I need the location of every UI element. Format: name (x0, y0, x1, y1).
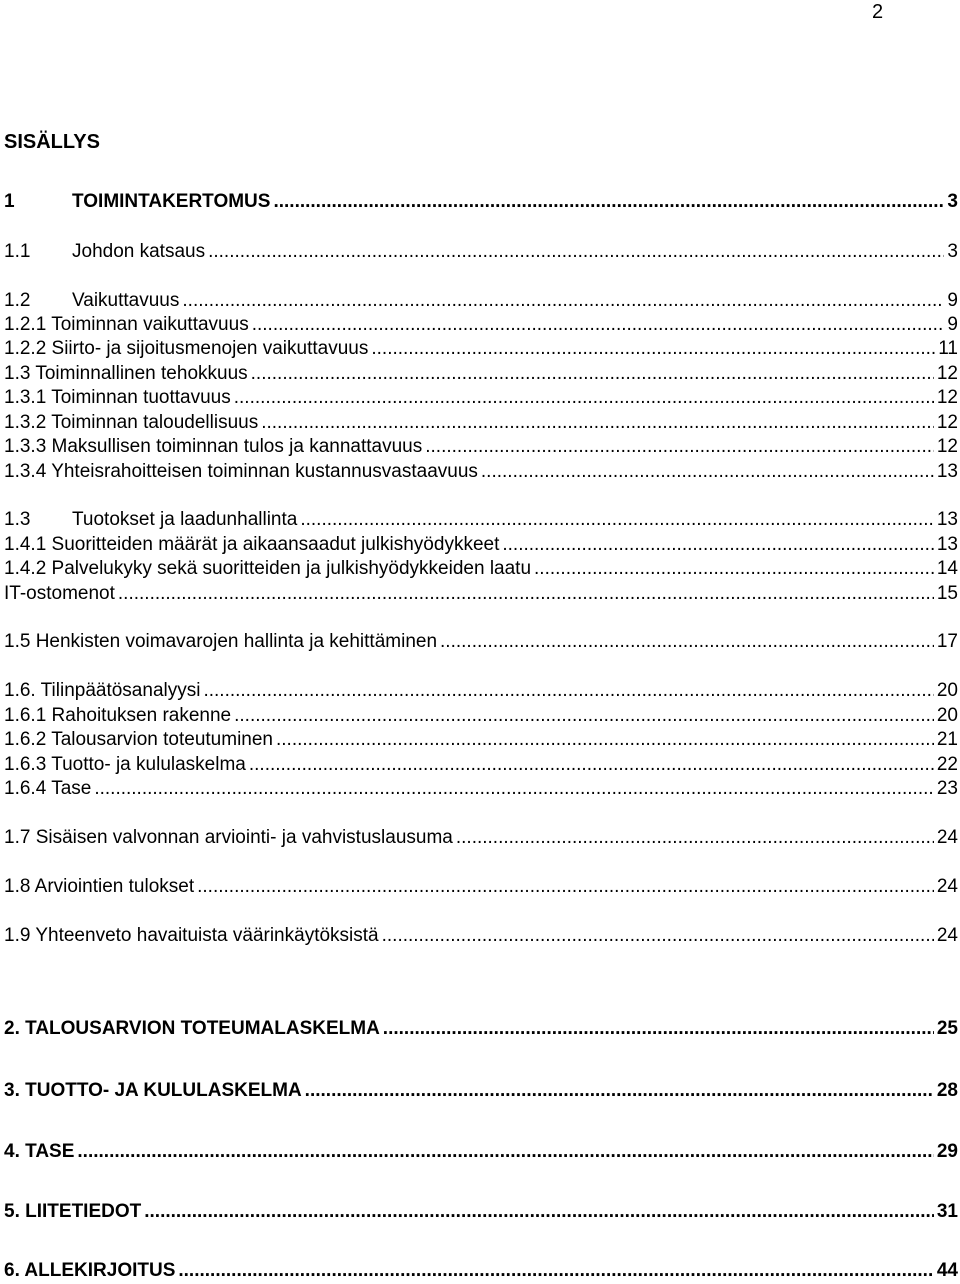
toc-entry[interactable] (4, 1200, 958, 1224)
toc-entry-page: 25 (936, 1018, 958, 1039)
toc-entry[interactable] (4, 1259, 958, 1283)
toc-dot-leader (276, 728, 934, 752)
toc-entry-page: 13 (936, 461, 958, 482)
toc-entry[interactable] (4, 679, 958, 703)
toc-dot-leader (456, 826, 934, 850)
toc-entry-label: 1.2.1 Toiminnan vaikuttavuus (4, 314, 249, 335)
toc-entry-page: 31 (936, 1201, 958, 1222)
toc-dot-leader (425, 435, 934, 459)
toc-entry-label: 1.4.1 Suoritteiden määrät ja aikaansaadut julkishyödykkeet (4, 534, 500, 555)
toc-entry-label: 6. ALLEKIRJOITUS (4, 1260, 176, 1281)
toc-entry[interactable] (4, 826, 958, 850)
toc-dot-leader (440, 630, 934, 654)
toc-entry[interactable] (4, 753, 958, 777)
toc-entry-page: 12 (936, 412, 958, 433)
toc-entry[interactable] (4, 1017, 958, 1041)
toc-entry-label: 1.3.1 Toiminnan tuottavuus (4, 387, 231, 408)
toc-entry-page: 15 (936, 583, 958, 604)
toc-entry[interactable] (4, 435, 958, 459)
toc-entry[interactable] (4, 337, 958, 361)
toc-entry-label: 1.3.3 Maksullisen toiminnan tulos ja kannattavuus (4, 436, 423, 457)
toc-entry-page: 13 (936, 534, 958, 555)
toc-entry-label: TOIMINTAKERTOMUS (72, 191, 271, 212)
toc-entry-page: 28 (936, 1080, 958, 1101)
toc-entry-page: 22 (936, 754, 958, 775)
toc-entry[interactable] (4, 557, 958, 581)
toc-dot-leader (502, 533, 934, 557)
toc-dot-leader (252, 313, 945, 337)
toc-dot-leader (251, 362, 934, 386)
toc-entry[interactable] (4, 411, 958, 435)
toc-dot-leader (94, 777, 934, 801)
toc-dot-leader (208, 240, 944, 264)
toc-entry-label: 1.6.4 Tase (4, 778, 92, 799)
toc-entry-label: 1.3.4 Yhteisrahoitteisen toiminnan kustannusvastaavuus (4, 461, 478, 482)
toc-dot-leader (144, 1200, 934, 1224)
toc-entry-label: IT-ostomenot (4, 583, 115, 604)
toc-entry-page: 13 (936, 509, 958, 530)
toc-entry[interactable] (4, 1079, 958, 1103)
toc-entry[interactable] (4, 313, 958, 337)
toc-entry-page: 20 (936, 705, 958, 726)
toc-entry[interactable] (4, 630, 958, 654)
toc-entry-label: Vaikuttavuus (72, 290, 180, 311)
toc-dot-leader (382, 924, 934, 948)
toc-dot-leader (182, 289, 944, 313)
toc-entry-page: 9 (947, 290, 958, 311)
toc-entry-label: 4. TASE (4, 1141, 75, 1162)
toc-entry[interactable] (4, 1140, 958, 1164)
toc-entry[interactable] (4, 704, 958, 728)
toc-dot-leader (249, 753, 934, 777)
toc-entry-page: 17 (936, 631, 958, 652)
toc-entry[interactable] (4, 240, 958, 264)
toc-entry[interactable] (4, 508, 958, 532)
toc-entry[interactable] (4, 289, 958, 313)
toc-entry[interactable] (4, 533, 958, 557)
toc-entry-page: 9 (947, 314, 958, 335)
toc-entry[interactable] (4, 460, 958, 484)
toc-entry-number: 1.2 (4, 290, 31, 311)
toc-dot-leader (534, 557, 934, 581)
toc-entry-page: 14 (936, 558, 958, 579)
toc-dot-leader (234, 386, 934, 410)
toc-entry-page: 12 (936, 387, 958, 408)
toc-entry-page: 12 (936, 436, 958, 457)
toc-dot-leader (273, 190, 944, 214)
toc-entry-label: Tuotokset ja laadunhallinta (72, 509, 298, 530)
page-number: 2 (872, 1, 884, 23)
toc-entry-page: 20 (936, 680, 958, 701)
toc-dot-leader (481, 460, 934, 484)
toc-entry-label: 1.6.1 Rahoituksen rakenne (4, 705, 232, 726)
toc-entry-label: 1.4.2 Palvelukyky sekä suoritteiden ja julkishyödykkeiden laatu (4, 558, 532, 579)
toc-entry-label: 1.6.2 Talousarvion toteutuminen (4, 729, 273, 750)
toc-entry[interactable] (4, 875, 958, 899)
toc-dot-leader (305, 1079, 934, 1103)
toc-entry-label: 1.9 Yhteenveto havaituista väärinkäytöksistä (4, 925, 379, 946)
toc-entry-page: 24 (936, 876, 958, 897)
toc-entry-label: 2. TALOUSARVION TOTEUMALASKELMA (4, 1018, 380, 1039)
toc-entry[interactable] (4, 777, 958, 801)
toc-dot-leader (383, 1017, 934, 1041)
toc-entry-page: 21 (936, 729, 958, 750)
toc-dot-leader (261, 411, 934, 435)
toc-entry-label: 1.7 Sisäisen valvonnan arviointi- ja vahvistuslausuma (4, 827, 453, 848)
toc-entry-page: 24 (936, 925, 958, 946)
toc-entry-page: 3 (947, 191, 958, 212)
toc-dot-leader (234, 704, 934, 728)
toc-dot-leader (178, 1259, 933, 1283)
toc-entry-page: 23 (936, 778, 958, 799)
toc-entry-label: 1.2.2 Siirto- ja sijoitusmenojen vaikuttavuus (4, 338, 369, 359)
toc-entry-page: 11 (938, 338, 958, 359)
toc-entry-label: 1.6. Tilinpäätösanalyysi (4, 680, 201, 701)
toc-entry-label: 1.5 Henkisten voimavarojen hallinta ja kehittäminen (4, 631, 438, 652)
toc-entry[interactable] (4, 582, 958, 606)
toc-dot-leader (197, 875, 934, 899)
toc-entry[interactable] (4, 386, 958, 410)
toc-entry-page: 12 (936, 363, 958, 384)
toc-entry-label: 1.8 Arviointien tulokset (4, 876, 195, 897)
toc-entry-label: Johdon katsaus (72, 241, 206, 262)
toc-entry-page: 3 (947, 241, 958, 262)
toc-entry-number: 1.3 (4, 509, 31, 530)
toc-entry[interactable] (4, 362, 958, 386)
toc-entry-page: 24 (936, 827, 958, 848)
toc-entry-number: 1.1 (4, 241, 31, 262)
toc-entry[interactable] (4, 924, 958, 948)
toc-entry-page: 44 (936, 1260, 958, 1281)
toc-entry-label: 5. LIITETIEDOT (4, 1201, 142, 1222)
toc-entry-label: 1.3.2 Toiminnan taloudellisuus (4, 412, 259, 433)
toc-dot-leader (77, 1140, 933, 1164)
toc-entry-page: 29 (936, 1141, 958, 1162)
toc-dot-leader (203, 679, 933, 703)
toc-dot-leader (371, 337, 935, 361)
toc-entry-label: 1.3 Toiminnallinen tehokkuus (4, 363, 248, 384)
toc-dot-leader (118, 582, 934, 606)
toc-entry-label: 3. TUOTTO- JA KULULASKELMA (4, 1080, 302, 1101)
toc-entry-label: 1.6.3 Tuotto- ja kululaskelma (4, 754, 246, 775)
toc-entry-number: 1 (4, 191, 15, 212)
toc-dot-leader (300, 508, 934, 532)
toc-entry[interactable] (4, 190, 958, 214)
toc-entry[interactable] (4, 728, 958, 752)
toc-title: SISÄLLYS (4, 131, 100, 153)
